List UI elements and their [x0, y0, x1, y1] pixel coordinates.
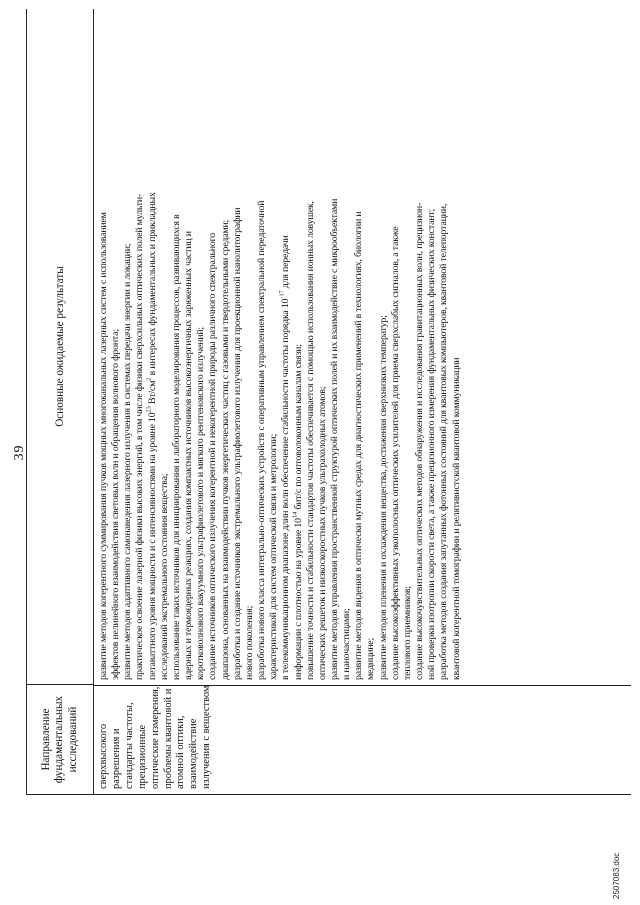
result-line — [183, 11, 195, 680]
result-text: эффектов нелинейного взаимодействия световых волн и обращения волнового фронта; — [110, 329, 122, 680]
result-line — [426, 11, 438, 680]
result-line — [378, 11, 390, 680]
result-line — [147, 11, 159, 680]
result-line — [365, 11, 377, 680]
result-text: практическое освоение лазерной физики высоких энергий, в том числе физики сверхсильных оптических полей мульти- — [134, 193, 146, 680]
result-line — [171, 11, 183, 680]
result-text: оптических решеток и низкоскоростных пучков ультрахолодных атомов; — [316, 386, 328, 680]
page-number: 39 — [12, 444, 27, 461]
result-line — [293, 11, 305, 680]
result-line — [232, 11, 244, 680]
result-line — [268, 11, 280, 680]
result-text: развитие методов видения в оптически мутных средах для диагностических применений в технологиях, биологии и — [353, 211, 365, 680]
result-text: для передачи — [280, 235, 292, 291]
result-text: бит/с по оптоволоконным каналам связи; — [292, 344, 304, 512]
result-line — [159, 11, 171, 680]
result-line — [122, 11, 134, 680]
result-line — [207, 11, 219, 680]
result-text: исследований экстремального состояния вещества; — [158, 473, 170, 680]
result-line — [402, 11, 414, 680]
header-direction-line: исследований — [66, 706, 79, 773]
superscript: 23 — [145, 406, 153, 413]
result-line — [110, 11, 122, 680]
direction-line: разрешения и — [110, 728, 122, 789]
result-text: разработка нового класса интегрально-оптических устройств с оперативным управлением спектральной передаточной — [256, 200, 268, 680]
result-text: развитие методов адаптивного самонаведения лазерного излучения в системах передачи энергии и локации; — [122, 243, 134, 680]
direction-line: атомной оптики, — [175, 715, 187, 789]
result-text: и наночастицами; — [341, 608, 353, 680]
result-text: разработка и создание источников экстремального ультрафиолетового излучения для проекционной нанолитографии — [231, 207, 243, 680]
result-text: коротковолнового вакуумного ультрафиолетового и мягкого рентгеновского излучений; — [195, 327, 207, 680]
research-table — [26, 9, 631, 795]
result-text: ядерных и термоядерных реакциях, создания компактных источников высокоэнергичных заряженных частиц и — [183, 231, 195, 680]
result-line — [451, 11, 463, 680]
direction-cell — [94, 685, 631, 794]
header-direction-line: Направление — [39, 708, 52, 771]
header-direction-cell — [27, 684, 93, 794]
result-line — [317, 11, 329, 680]
direction-line: взаимодействие — [188, 718, 200, 789]
result-text: повышение точности и стабильности стандартов частоты обеспечивается с помощью использования ионных ловушек, — [304, 201, 316, 680]
results-cell — [94, 9, 631, 684]
result-line — [195, 11, 207, 680]
result-text: создание высокочувствительных оптических методов обнаружения и исследования гравитационных волн, прецизион- — [414, 202, 426, 680]
table-header-row — [27, 9, 94, 794]
table-row — [94, 9, 631, 794]
result-line — [414, 11, 426, 680]
result-text: ной проверки изотропии скорости света, а также прецизионного измерения фундаментальных физических констант; — [426, 208, 438, 680]
superscript: -17 — [279, 290, 287, 299]
result-text: петаваттного уровня мощности и с интенсивностями на уровне 10 — [146, 412, 158, 680]
result-line — [220, 11, 232, 680]
result-line — [438, 11, 450, 680]
result-line — [329, 11, 341, 680]
result-text: Вт/см — [146, 380, 158, 407]
file-code: 2507083.doc — [612, 852, 621, 899]
direction-line: прецизионные — [136, 724, 148, 789]
direction-line: излучения с веществом — [201, 685, 213, 789]
result-text: теплового приемников; — [401, 586, 413, 680]
direction-line: стандарты частоты, — [123, 702, 135, 789]
header-results-cell: Основные ожидаемые результаты — [54, 266, 66, 427]
result-line — [390, 11, 402, 680]
result-text: создание высокоэффективных узкополосных оптических усилителей для приема сверхслабых сигналов, а также — [389, 226, 401, 680]
result-line — [341, 11, 353, 680]
header-direction-line: фундаментальных — [53, 695, 66, 784]
result-line — [305, 11, 317, 680]
result-line — [134, 11, 146, 680]
direction-line: оптические измерения, — [149, 686, 161, 789]
result-text: в интересах фундаментальных и прикладных — [146, 192, 158, 378]
result-text: диапазона, основанных на взаимодействии пучков энергетических частиц с газовыми и твердотельными средами; — [219, 219, 231, 680]
result-line — [256, 11, 268, 680]
result-text: информации с плотностью на уровне 10 — [292, 518, 304, 680]
result-text: развитие методов когерентного суммирования пучков мощных многоканальных лазерных систем с использованием — [98, 212, 109, 680]
result-line — [98, 11, 110, 680]
result-text: в телекоммуникационном диапазоне длин волн обеспечение стабильности частоты порядка 10 — [280, 298, 292, 680]
result-text: квантовой когерентной томографии и релятивистской квантовой коммуникации — [450, 357, 462, 680]
result-text: создание источников оптического излучения когерентной и некогерентной природы различного спектрального — [207, 233, 219, 680]
direction-line: сверхвысокого — [98, 723, 109, 789]
result-text: развитие методов управления пространственной структурой оптических полей и их взаимодействие с микрообъектами — [328, 198, 340, 680]
result-line — [353, 11, 365, 680]
superscript: 14 — [291, 511, 299, 519]
result-line — [244, 11, 256, 680]
result-text: развитие методов пленения и охлаждения вещества, достижения сверхнизких температур; — [377, 315, 389, 680]
result-text: медицине; — [365, 637, 377, 680]
superscript: 2 — [145, 377, 153, 381]
result-text: характеристикой для систем оптической связи и метрологии; — [268, 433, 280, 680]
result-text: использование таких источников для инициирования и лабораторного моделирования процессов, развивающихся в — [170, 214, 182, 680]
result-text: нового поколения; — [243, 605, 255, 680]
result-text: разработка методов создания запутанных фотонных состояний для квантовых компьютеров, квантовой телепортации, — [438, 203, 450, 680]
direction-line: проблемы квантовой и — [162, 688, 174, 789]
result-line — [280, 11, 292, 680]
